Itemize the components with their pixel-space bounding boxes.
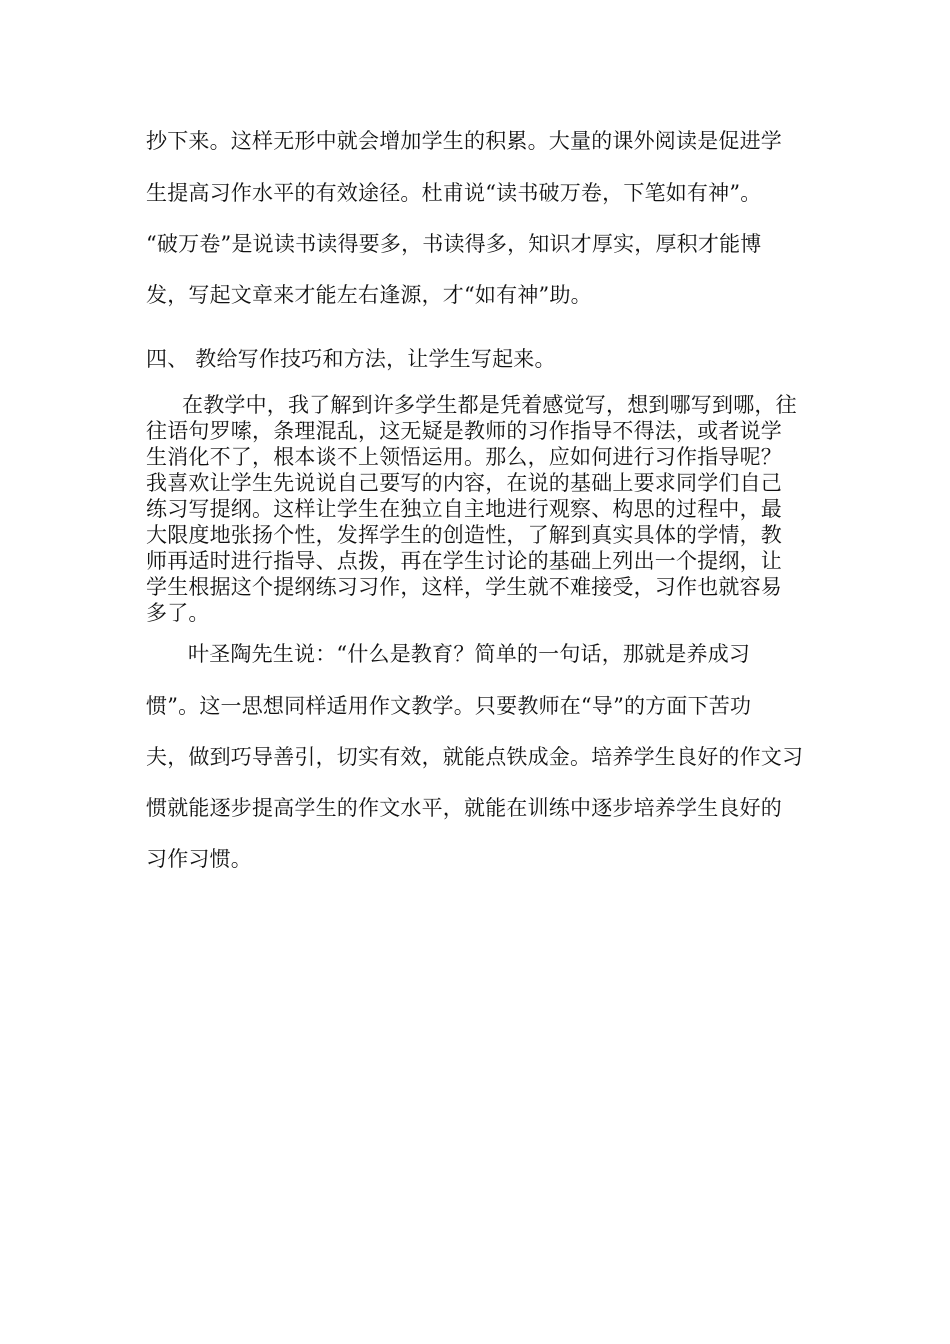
paragraph-2-line-2: 往语句罗嗦，条理混乱，这无疑是教师的习作指导不得法，或者说学 <box>146 419 782 443</box>
paragraph-1-line-1: 抄下来。这样无形中就会增加学生的积累。大量的课外阅读是促进学 <box>146 129 782 153</box>
paragraph-3-line-1: 叶圣陶先生说：“什么是教育？简单的一句话，那就是养成习 <box>188 642 751 666</box>
paragraph-2-line-9: 多了。 <box>146 601 210 625</box>
paragraph-2-line-7: 师再适时进行指导、点拨，再在学生讨论的基础上列出一个提纲，让 <box>146 549 782 573</box>
section-heading: 四、 教给写作技巧和方法，让学生写起来。 <box>146 347 556 371</box>
paragraph-1-line-4: 发，写起文章来才能左右逢源，才“如有神”助。 <box>146 283 592 307</box>
paragraph-2-line-4: 我喜欢让学生先说说自己要写的内容，在说的基础上要求同学们自己 <box>146 471 782 495</box>
paragraph-1-line-2: 生提高习作水平的有效途径。杜甫说“读书破万卷，下笔如有神”。 <box>146 181 762 205</box>
paragraph-3-line-2: 惯”。这一思想同样适用作文教学。只要教师在“导”的方面下苦功 <box>146 694 752 718</box>
paragraph-2-line-1: 在教学中，我了解到许多学生都是凭着感觉写，想到哪写到哪，往 <box>182 393 797 417</box>
paragraph-1-line-3: “破万卷”是说读书读得要多，书读得多，知识才厚实，厚积才能博 <box>146 232 762 256</box>
paragraph-3-line-5: 习作习惯。 <box>146 847 252 871</box>
paragraph-3-line-4: 惯就能逐步提高学生的作文水平，就能在训练中逐步培养学生良好的 <box>146 796 782 820</box>
paragraph-3-line-3: 夫，做到巧导善引，切实有效，就能点铁成金。培养学生良好的作文习 <box>146 745 804 769</box>
paragraph-2-line-8: 学生根据这个提纲练习习作，这样，学生就不难接受，习作也就容易 <box>146 575 782 599</box>
paragraph-2-line-5: 练习写提纲。这样让学生在独立自主地进行观察、构思的过程中，最 <box>146 497 782 521</box>
paragraph-2-line-6: 大限度地张扬个性，发挥学生的创造性，了解到真实具体的学情，教 <box>146 523 782 547</box>
paragraph-2-line-3: 生消化不了，根本谈不上领悟运用。那么，应如何进行习作指导呢？ <box>146 445 782 469</box>
